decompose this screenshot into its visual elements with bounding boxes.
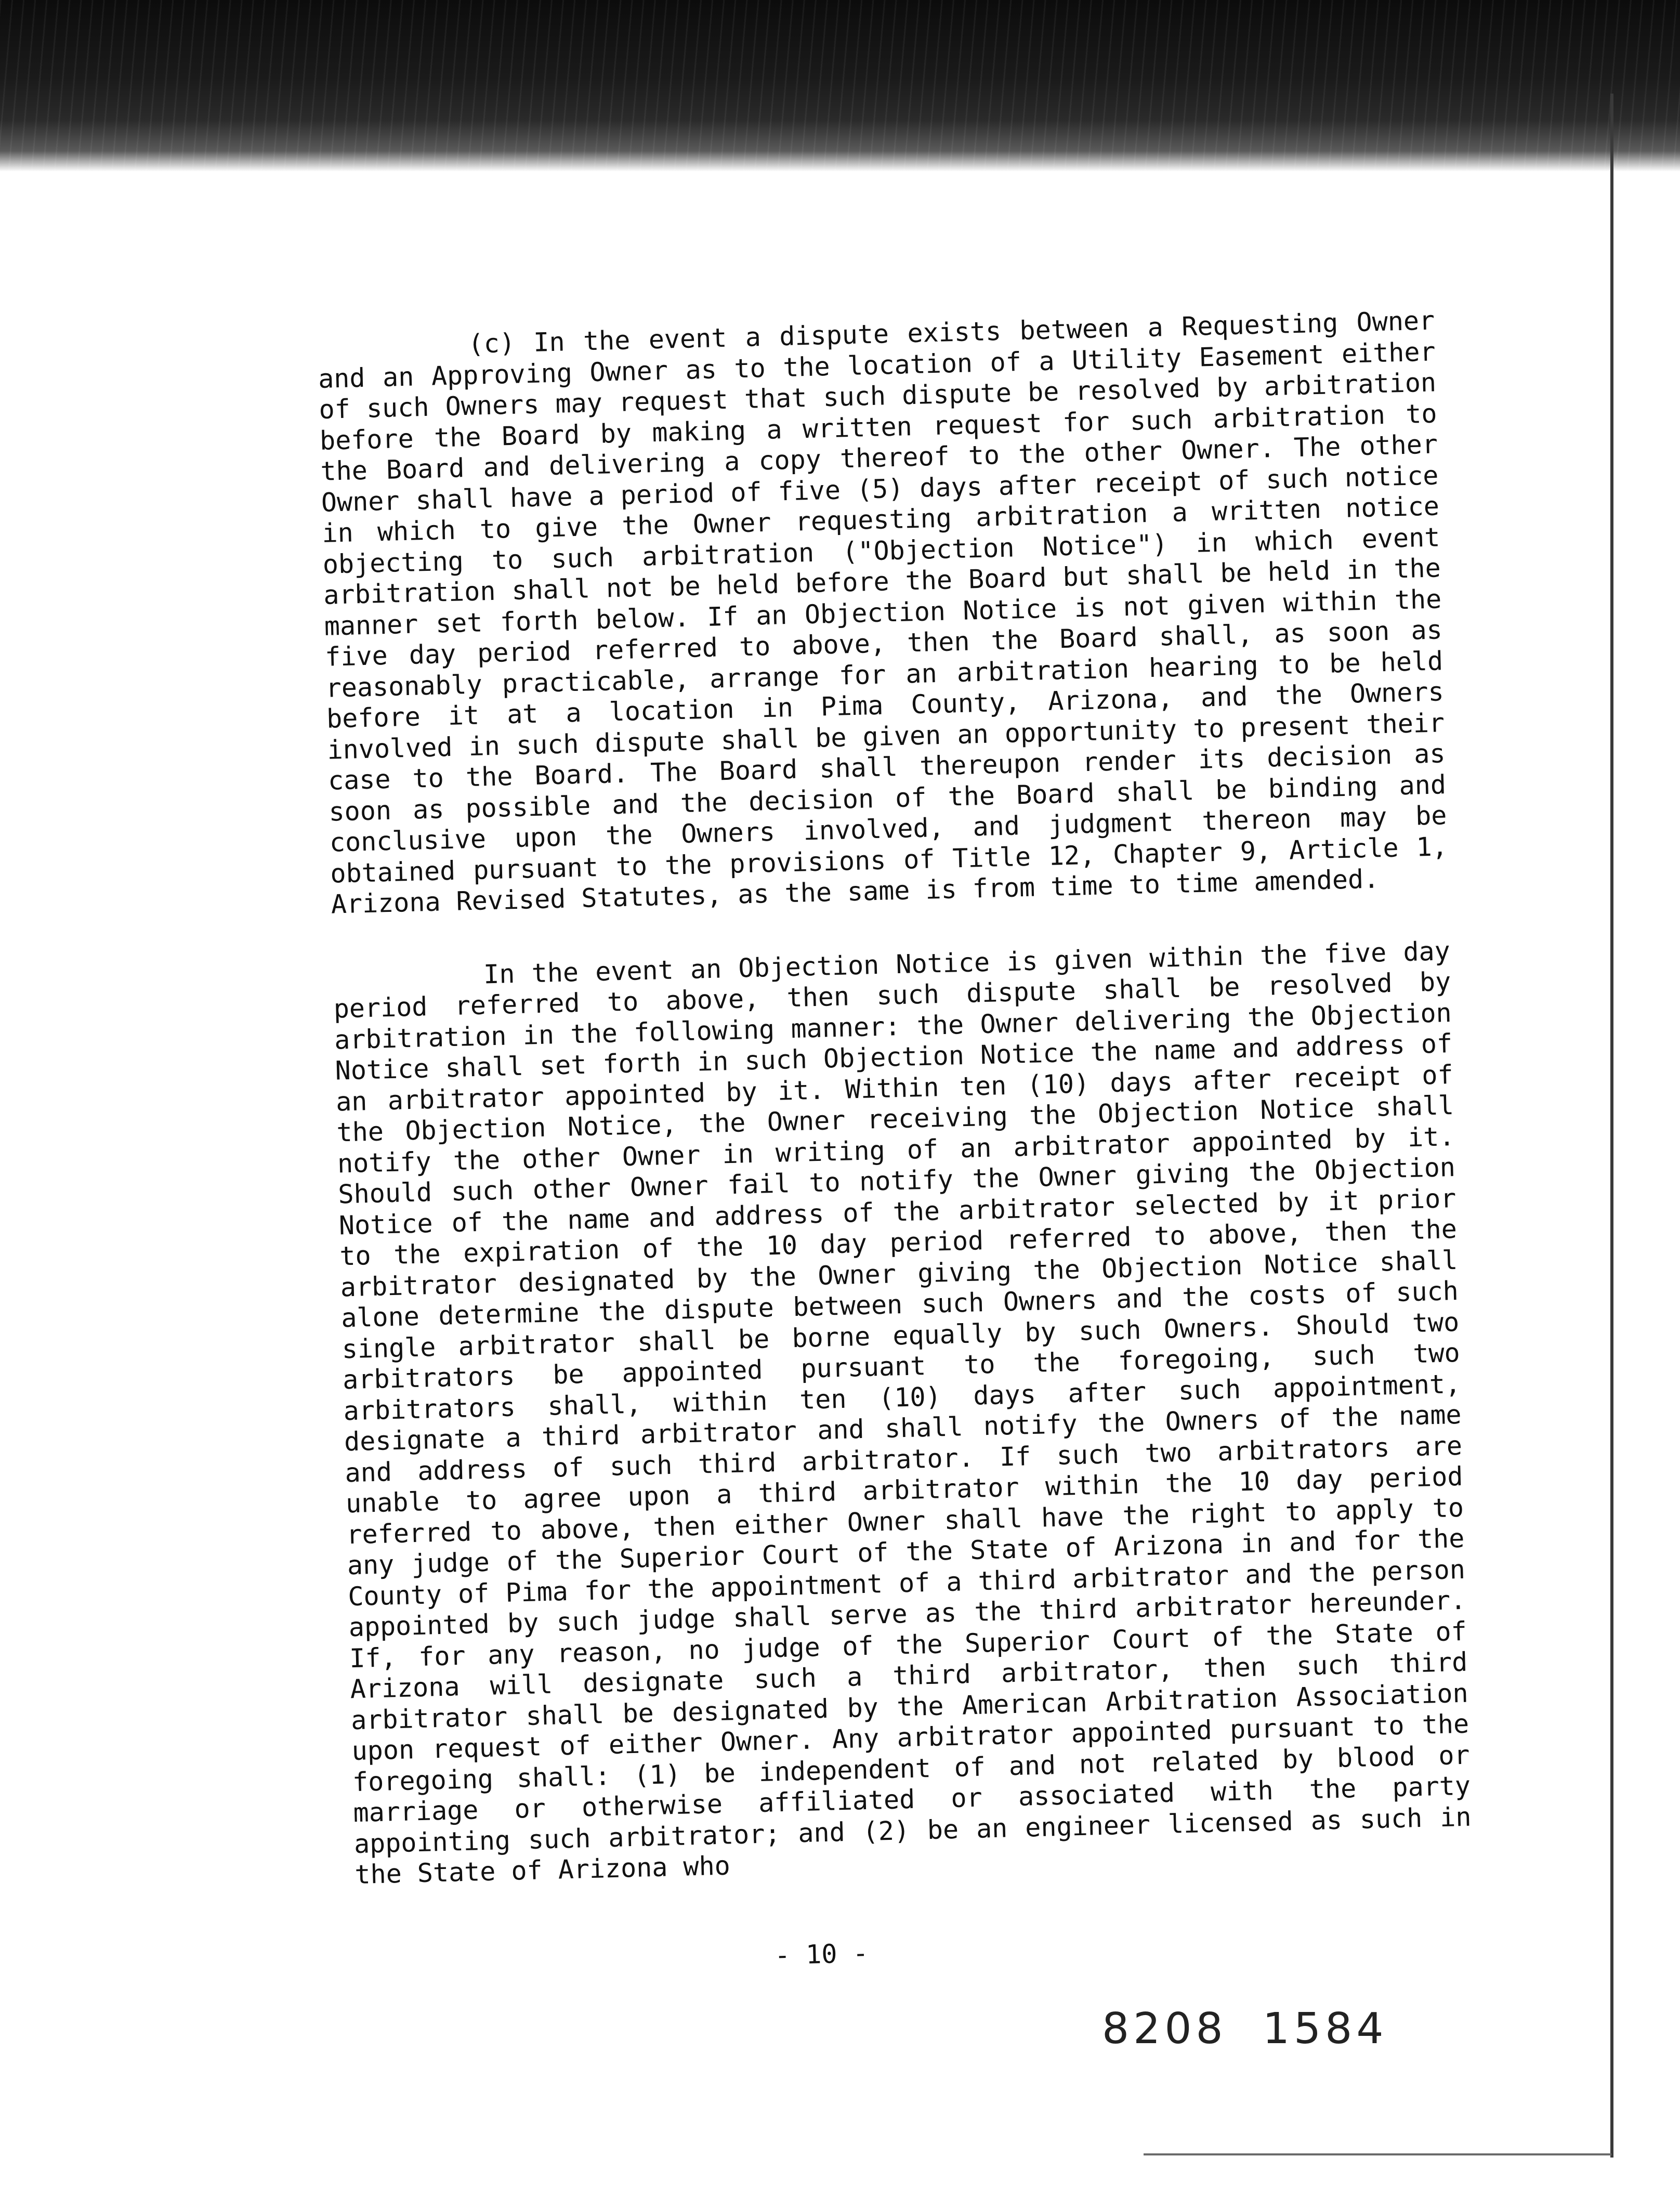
paragraph-utility-easement-dispute: (c) In the event a dispute exists between a Requesting Owner and an Approving Owner as to the location of a Utility Easement either of such Owners may request that such dispute be resolved by arbitration before the Board by making a written request for such arbitration to the Board and delivering a copy thereof to the other Owner. The other Owner shall have a period of five (5) days after receipt of such notice in which to give the Owner requesting arbitration a written notice objecting to such arbitration ("Objection Notice") in which event arbitration shall not be held before the Board but shall be held in the manner set forth below. If an Objection Notice is not given within the five day period referred to above, then the Board shall, as soon as reasonably practicable, arrange for an arbitration hearing to be held before it at a location in Pima County, Arizona, and the Owners involved in such dispute shall be given an opportunity to present their case to the Board. The Board shall thereupon render its decision as soon as possible and the decision of the Board shall be binding and conclusive upon the Owners involved, and judgment thereon may be obtained pursuant to the provisions of Title 12, Chapter 9, Article 1, Arizona Revised Statutes, as the same is from time to time amended. <box>318 305 1448 920</box>
recording-stamp: 8208 1584 <box>1102 2004 1388 2054</box>
paragraph-objection-notice-arbitration: In the event an Objection Notice is given within the five day period referred to above, then such dispute shall be resolved by arbitration in the following manner: the Owner delivering the Objection Notice shall set forth in such Objection Notice the name and address of an arbitrator appointed by it. Within ten (10) days after receipt of the Objection Notice, the Owner receiving the Objection Notice shall notify the other Owner in writing of an arbitrator appointed by it. Should such other Owner fail to notify the Owner giving the Objection Notice of the name and address of the arbitrator selected by it prior to the expiration of the 10 day period referred to above, then the arbitrator designated by the Owner giving the Objection Notice shall alone determine the dispute between such Owners and the costs of such single arbitrator shall be borne equally by such Owners. Should two arbitrators be appointed pursuant to the foregoing, such two arbitrators shall, within ten (10) days after such appointment, designate a third arbitrator and shall notify the Owners of the name and address of such third arbitrator. If such two arbitrators are unable to agree upon a third arbitrator within the 10 day period referred to above, then either Owner shall have the right to apply to any judge of the Superior Court of the State of Arizona in and for the County of Pima for the appointment of a third arbitrator and the person appointed by such judge shall serve as the third arbitrator hereunder. If, for any reason, no judge of the Superior Court of the State of Arizona will designate such a third arbitrator, then such third arbitrator shall be designated by the American Arbitration Association upon request of either Owner. Any arbitrator appointed pursuant to the foregoing shall: (1) be independent of and not related by blood or marriage or otherwise affiliated or associated with the party appointing such arbitrator; and (2) be an engineer licensed as such in the State of Arizona who <box>333 935 1472 1890</box>
scan-top-edge-shadow <box>0 0 1680 172</box>
scan-right-page-edge <box>1610 94 1613 2158</box>
scan-bottom-page-edge <box>1144 2153 1611 2155</box>
document-body <box>317 305 1473 1890</box>
page-number: - 10 - <box>774 1938 869 1971</box>
